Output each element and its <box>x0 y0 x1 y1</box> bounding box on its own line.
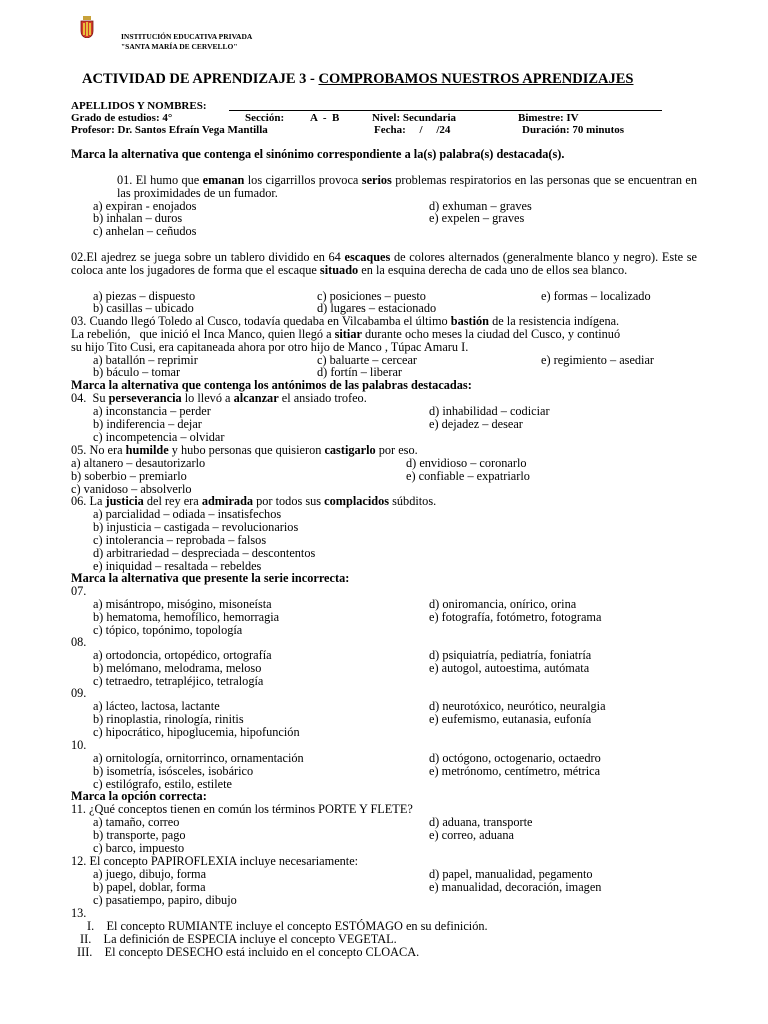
q3-option-a[interactable]: a) batallón – reprimir <box>93 353 198 367</box>
q5-option-c[interactable]: c) vanidoso – absolverlo <box>71 482 192 496</box>
q10-option-d[interactable]: d) octógono, octogenario, octaedro <box>429 751 601 765</box>
q4-option-d[interactable]: d) inhabilidad – codiciar <box>429 404 550 418</box>
school-crest-logo <box>80 16 94 38</box>
question-07: 07. <box>71 584 87 598</box>
q13-statement-i: I. El concepto RUMIANTE incluye el concepto ESTÓMAGO en su definición. <box>87 919 488 933</box>
question-03-line2: La rebelión, que inició el Inca Manco, quien llegó a sitiar durante ocho meses la ciudad del Cusco, y continuó <box>71 327 621 341</box>
q7-option-e[interactable]: e) fotografía, fotómetro, fotograma <box>429 610 602 624</box>
question-09: 09. <box>71 686 87 700</box>
page-title <box>82 71 633 88</box>
q2-option-e[interactable]: e) formas – localizado <box>541 289 651 303</box>
term-text: Bimestre: IV <box>518 112 579 124</box>
q4-option-e[interactable]: e) dejadez – desear <box>429 417 523 431</box>
question-13: 13. <box>71 906 87 920</box>
q6-option-c[interactable]: c) intolerancia – reprobada – falsos <box>93 533 267 547</box>
q2-option-a[interactable]: a) piezas – dispuesto <box>93 289 196 303</box>
teacher-text: Profesor: Dr. Santos Efraín Vega Mantilla <box>71 124 268 136</box>
question-12: 12. El concepto PAPIROFLEXIA incluye necesariamente: <box>71 854 359 868</box>
q11-option-d[interactable]: d) aduana, transporte <box>429 815 533 829</box>
q10-option-e[interactable]: e) metrónomo, centímetro, métrica <box>429 764 601 778</box>
q7-option-b[interactable]: b) hematoma, hemofílico, hemorragia <box>93 610 280 624</box>
question-08: 08. <box>71 635 87 649</box>
q7-option-c[interactable]: c) tópico, topónimo, topología <box>93 623 243 637</box>
q5-option-a[interactable]: a) altanero – desautorizarlo <box>71 456 206 470</box>
q11-option-e[interactable]: e) correo, aduana <box>429 828 514 842</box>
question-03-line3: su hijo Tito Cusi, era capitaneada ahora por otro hijo de Manco , Túpac Amaru I. <box>71 340 469 354</box>
q11-option-b[interactable]: b) transporte, pago <box>93 828 186 842</box>
q8-option-c[interactable]: c) tetraedro, tetrapléjico, tetralogía <box>93 674 264 688</box>
q10-option-b[interactable]: b) isometría, isósceles, isobárico <box>93 764 254 778</box>
q8-option-d[interactable]: d) psiquiatría, pediatría, foniatría <box>429 648 592 662</box>
q9-option-b[interactable]: b) rinoplastia, rinología, rinitis <box>93 712 244 726</box>
q1-option-a[interactable]: a) expiran - enojados <box>93 199 197 213</box>
question-04: 04. Su perseverancia lo llevó a alcanzar el ansiado trofeo. <box>71 391 367 405</box>
duration-text: Duración: 70 minutos <box>522 124 625 136</box>
q5-option-b[interactable]: b) soberbio – premiarlo <box>71 469 187 483</box>
q7-option-d[interactable]: d) oniromancia, onírico, orina <box>429 597 577 611</box>
q8-option-a[interactable]: a) ortodoncia, ortopédico, ortografía <box>93 648 272 662</box>
q8-option-b[interactable]: b) melómano, melodrama, meloso <box>93 661 262 675</box>
q10-option-a[interactable]: a) ornitología, ornitorrinco, ornamentación <box>93 751 304 765</box>
q11-option-a[interactable]: a) tamaño, correo <box>93 815 180 829</box>
question-06: 06. La justicia del rey era admirada por todos sus complacidos súbditos. <box>71 494 437 508</box>
question-10: 10. <box>71 738 87 752</box>
q1-option-b[interactable]: b) inhalan – duros <box>93 211 183 225</box>
q9-option-a[interactable]: a) lácteo, lactosa, lactante <box>93 699 220 713</box>
question-05: 05. No era humilde y hubo personas que quisieron castigarlo por eso. <box>71 443 418 457</box>
q12-option-a[interactable]: a) juego, dibujo, forma <box>93 867 207 881</box>
date-text: Fecha: / /24 <box>374 124 451 136</box>
q11-option-c[interactable]: c) barco, impuesto <box>93 841 185 855</box>
q12-option-d[interactable]: d) papel, manualidad, pegamento <box>429 867 593 881</box>
q13-statement-ii: II. La definición de ESPECIA incluye el concepto VEGETAL. <box>80 932 397 946</box>
q3-option-b[interactable]: b) báculo – tomar <box>93 365 181 379</box>
section-value: A - B <box>310 112 340 124</box>
q4-option-c[interactable]: c) incompetencia – olvidar <box>93 430 225 444</box>
q5-option-d[interactable]: d) envidioso – coronarlo <box>406 456 527 470</box>
q2-option-d[interactable]: d) lugares – estacionado <box>317 301 437 315</box>
q3-option-d[interactable]: d) fortín – liberar <box>317 365 403 379</box>
q6-option-b[interactable]: b) injusticia – castigada – revolucionarios <box>93 520 299 534</box>
q9-option-c[interactable]: c) hipocrático, hipoglucemia, hipofunción <box>93 725 300 739</box>
q8-option-e[interactable]: e) autogol, autoestima, autómata <box>429 661 590 675</box>
question-11: 11. ¿Qué conceptos tienen en común los términos PORTE Y FLETE? <box>71 802 413 816</box>
q7-option-a[interactable]: a) misántropo, misógino, misoneísta <box>93 597 272 611</box>
q1-option-c[interactable]: c) anhelan – ceñudos <box>93 224 197 238</box>
name-label: APELLIDOS Y NOMBRES: <box>71 100 207 112</box>
level-text: Nivel: Secundaria <box>372 112 457 124</box>
title-part1: ACTIVIDAD DE APRENDIZAJE 3 - <box>82 71 319 87</box>
school-name-line: "SANTA MARÍA DE CERVELLO" <box>121 42 238 51</box>
name-line <box>229 110 662 111</box>
q2-option-c[interactable]: c) posiciones – puesto <box>317 289 426 303</box>
q10-option-c[interactable]: c) estilógrafo, estilo, estilete <box>93 777 232 791</box>
grade-text: Grado de estudios: 4° <box>71 112 173 124</box>
q5-option-e[interactable]: e) confiable – expatriarlo <box>406 469 530 483</box>
q3-option-c[interactable]: c) baluarte – cercear <box>317 353 418 367</box>
section4-instruction: Marca la opción correcta: <box>71 789 207 803</box>
q1-option-e[interactable]: e) expelen – graves <box>429 211 525 225</box>
institution-line: INSTITUCIÓN EDUCATIVA PRIVADA <box>121 32 253 41</box>
question-01: 01. El humo que emanan los cigarrillos provoca serios problemas respiratorios en las personas que se encuentran en las proximidades de un fumador. <box>117 173 697 200</box>
q2-option-b[interactable]: b) casillas – ubicado <box>93 301 194 315</box>
q1-option-d[interactable]: d) exhuman – graves <box>429 199 532 213</box>
q6-option-a[interactable]: a) parcialidad – odiada – insatisfechos <box>93 507 282 521</box>
q6-option-d[interactable]: d) arbitrariedad – despreciada – descontentos <box>93 546 316 560</box>
q12-option-e[interactable]: e) manualidad, decoración, imagen <box>429 880 602 894</box>
q9-option-e[interactable]: e) eufemismo, eutanasia, eufonía <box>429 712 592 726</box>
q6-option-e[interactable]: e) iniquidad – resaltada – rebeldes <box>93 559 262 573</box>
q13-statement-iii: III. El concepto DESECHO está incluido en el concepto CLOACA. <box>77 945 420 959</box>
section1-instruction: Marca la alternativa que contenga el sinónimo correspondiente a la(s) palabra(s) destacada(s). <box>71 147 565 161</box>
q4-option-b[interactable]: b) indiferencia – dejar <box>93 417 202 431</box>
q12-option-b[interactable]: b) papel, doblar, forma <box>93 880 206 894</box>
question-03-line1: 03. Cuando llegó Toledo al Cusco, todavía quedaba en Vilcabamba el último bastión de la resistencia indígena. <box>71 314 620 328</box>
section2-instruction: Marca la alternativa que contenga los antónimos de las palabras destacadas: <box>71 378 472 392</box>
q3-option-e[interactable]: e) regimiento – asediar <box>541 353 655 367</box>
section3-instruction: Marca la alternativa que presente la serie incorrecta: <box>71 571 350 585</box>
q12-option-c[interactable]: c) pasatiempo, papiro, dibujo <box>93 893 237 907</box>
q4-option-a[interactable]: a) inconstancia – perder <box>93 404 211 418</box>
section-label: Sección: <box>245 112 285 124</box>
q9-option-d[interactable]: d) neurotóxico, neurótico, neuralgia <box>429 699 606 713</box>
title-part2: COMPROBAMOS NUESTROS APRENDIZAJES <box>318 71 634 87</box>
question-02: 02.El ajedrez se juega sobre un tablero dividido en 64 escaques de colores alternados (generalmente blanco y negro). Este se coloca ante los jugadores de forma que el escaque situado en la esquina derecha de cada uno de ellos sea blanco. <box>71 250 697 277</box>
